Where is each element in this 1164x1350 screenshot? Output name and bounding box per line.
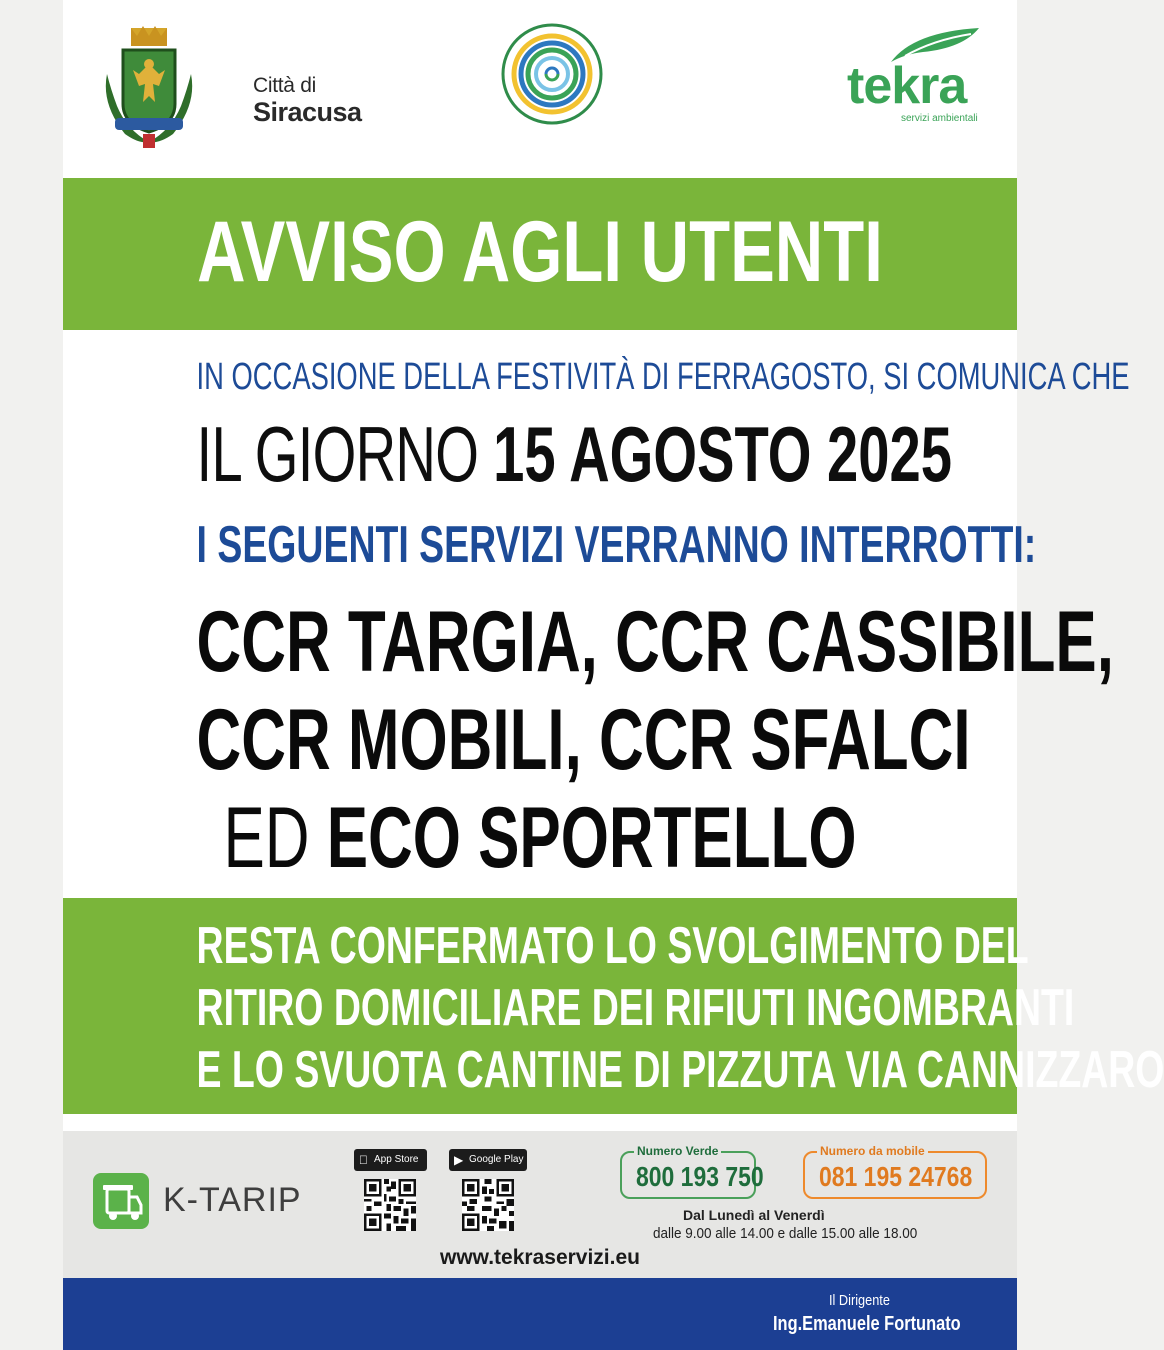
tekra-logo (843, 26, 988, 131)
note-line-3: E LO SVUOTA CANTINE DI PIZZUTA VIA CANNIZZARO (196, 1041, 1164, 1099)
city-name-line2: Siracusa (253, 97, 362, 127)
city-crest-icon (99, 24, 199, 152)
google-play-icon: ▶ (454, 1153, 464, 1167)
tekra-tagline: servizi ambientali (901, 113, 978, 124)
mobile-number-box[interactable] (803, 1144, 987, 1199)
ktarip-app-name: K-TARIP (163, 1181, 302, 1219)
city-name-line1: Città di (253, 74, 316, 97)
signature-band (63, 1278, 1017, 1350)
truck-bin-icon (93, 1173, 149, 1229)
qr-code-icon[interactable] (364, 1179, 416, 1231)
poster (63, 0, 1164, 1350)
services-line-2: CCR MOBILI, CCR SFALCI (196, 692, 971, 788)
google-play-badge[interactable] (449, 1149, 527, 1171)
page-title: AVVISO AGLI UTENTI (197, 204, 883, 300)
qr-code-icon[interactable] (462, 1179, 514, 1231)
date-prefix: IL GIORNO (196, 410, 494, 498)
website-link[interactable]: www.tekraservizi.eu (440, 1246, 640, 1269)
city-logo (99, 24, 399, 154)
app-store-badge[interactable] (354, 1149, 427, 1171)
toll-free-number[interactable]: 800 193 750 (636, 1161, 764, 1192)
opening-days: Dal Lunedì al Venerdì (683, 1207, 825, 1223)
intro-text: IN OCCASIONE DELLA FESTIVITÀ DI FERRAGOSTO, SI COMUNICA CHE (196, 356, 1130, 398)
services-line-3-prefix: ED (223, 790, 327, 886)
date-value: 15 AGOSTO 2025 (493, 410, 952, 498)
toll-free-label: Numero Verde (634, 1143, 721, 1159)
mobile-label: Numero da mobile (817, 1143, 928, 1159)
services-line-3 (197, 792, 884, 884)
toll-free-number-box[interactable] (620, 1144, 764, 1199)
title-band (63, 178, 1017, 330)
tekra-wordmark: tekra (847, 57, 967, 115)
note-line-2: RITIRO DOMICILIARE DEI RIFIUTI INGOMBRANTI (196, 979, 1075, 1037)
signature-role: Il Dirigente (829, 1292, 890, 1309)
apple-icon (359, 1149, 368, 1171)
note-line-1: RESTA CONFERMATO LO SVOLGIMENTO DEL (196, 917, 1029, 975)
opening-hours: dalle 9.00 alle 14.00 e dalle 15.00 alle 18.00 (653, 1225, 918, 1242)
date-line (196, 410, 952, 498)
services-intro: I SEGUENTI SERVIZI VERRANNO INTERROTTI: (196, 516, 1037, 574)
siracusa-differenzia-icon (500, 22, 604, 126)
signature-name: Ing.Emanuele Fortunato (773, 1313, 961, 1335)
google-play-label: Google Play (469, 1154, 524, 1165)
siracusa-differenzia-logo (500, 22, 604, 126)
services-line-1: CCR TARGIA, CCR CASSIBILE, (196, 594, 1114, 690)
confirmation-band (63, 898, 1164, 1114)
app-store-label: App Store (374, 1154, 419, 1165)
services-line-3-bold: ECO SPORTELLO (326, 790, 857, 886)
mobile-number[interactable]: 081 195 24768 (819, 1161, 973, 1192)
